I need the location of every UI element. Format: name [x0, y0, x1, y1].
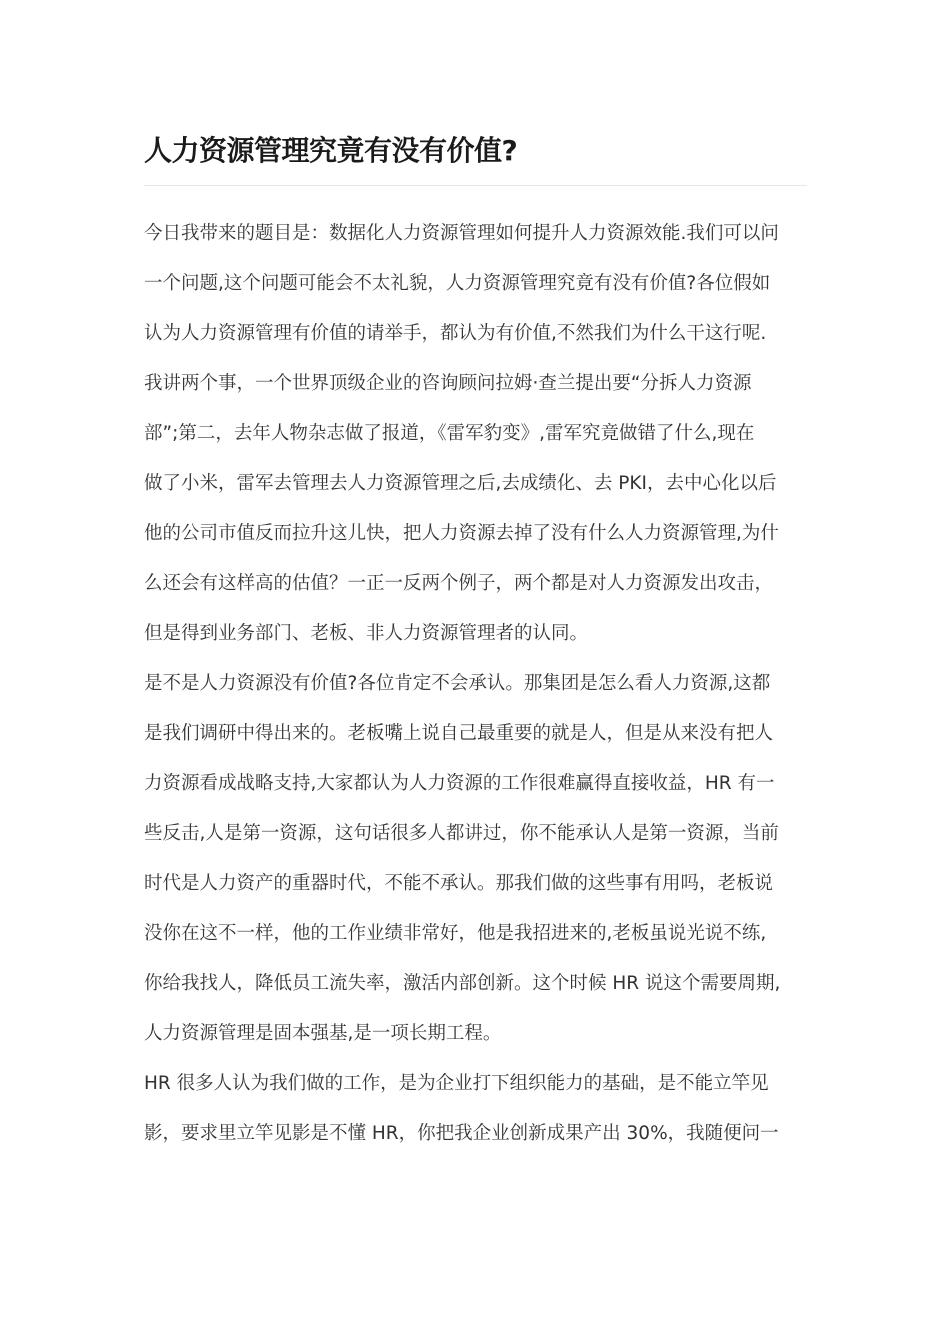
body-line: 部”;第二，去年人物杂志做了报道，《雷军豹变》,雷军究竟做错了什么,现在 — [144, 423, 755, 444]
body-line: 是不是人力资源没有价值?各位肯定不会承认。那集团是怎么看人力资源,这都 — [144, 673, 771, 694]
body-line: 些反击,人是第一资源，这句话很多人都讲过，你不能承认人是第一资源，当前 — [144, 823, 779, 844]
body-line: 一个问题,这个问题可能会不太礼貌，人力资源管理究竟有没有价值?各位假如 — [144, 273, 771, 294]
body-line: 我讲两个事，一个世界顶级企业的咨询顾问拉姆·查兰提出要“分拆人力资源 — [144, 373, 752, 394]
article-title: 人力资源管理究竟有没有价值? — [144, 134, 518, 167]
article — [144, 128, 807, 1159]
body-line: HR 很多人认为我们做的工作，是为企业打下组织能力的基础，是不能立竿见 — [144, 1073, 769, 1094]
article-body — [144, 209, 807, 1159]
body-line: 做了小米，雷军去管理去人力资源管理之后,去成绩化、去 PKI，去中心化以后 — [144, 473, 777, 494]
body-line: 影，要求里立竿见影是不懂 HR，你把我企业创新成果产出 30%，我随便问一 — [144, 1123, 779, 1144]
body-line: 没你在这不一样，他的工作业绩非常好，他是我招进来的,老板虽说光说不练, — [144, 923, 767, 944]
body-line: 时代是人力资产的重器时代，不能不承认。那我们做的这些事有用吗，老板说 — [144, 873, 774, 894]
body-line: 但是得到业务部门、老板、非人力资源管理者的认同。 — [144, 623, 589, 644]
body-line: 他的公司市值反而拉升这儿快，把人力资源去掉了没有什么人力资源管理,为什 — [144, 523, 779, 544]
body-line: 认为人力资源管理有价值的请举手，都认为有价值,不然我们为什么干这行呢. — [144, 323, 767, 344]
body-line: 今日我带来的题目是：数据化人力资源管理如何提升人力资源效能.我们可以问 — [144, 223, 779, 244]
title-divider — [144, 185, 807, 186]
body-line: 人力资源管理是固本强基,是一项长期工程。 — [144, 1023, 502, 1044]
body-line: 是我们调研中得出来的。老板嘴上说自己最重要的就是人，但是从来没有把人 — [144, 723, 774, 744]
body-line: 么还会有这样高的估值？一正一反两个例子，两个都是对人力资源发出攻击， — [144, 573, 774, 594]
body-line: 你给我找人，降低员工流失率，激活内部创新。这个时候 HR 说这个需要周期, — [144, 973, 781, 994]
body-line: 力资源看成战略支持,大家都认为人力资源的工作很难赢得直接收益，HR 有一 — [144, 773, 775, 794]
